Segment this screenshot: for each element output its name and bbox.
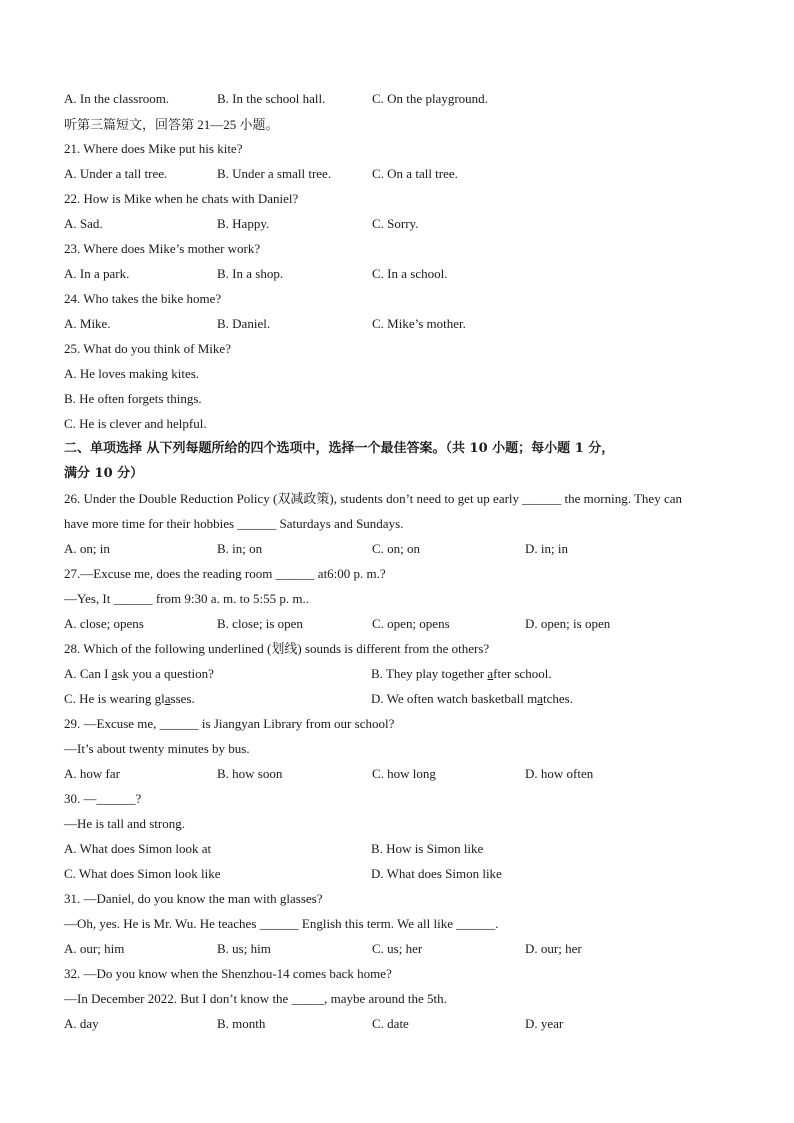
q24-stem: 24. Who takes the bike home?: [64, 291, 222, 306]
q25-option-b: B. He often forgets things.: [64, 391, 202, 406]
option-d-post: tches.: [543, 691, 573, 706]
option-a: A. Sad.: [64, 216, 103, 231]
option-c: C. What does Simon look like: [64, 866, 221, 881]
option-c-post: sses.: [170, 691, 195, 706]
option-a-underlined: a: [111, 666, 118, 681]
q21-stem: 21. Where does Mike put his kite?: [64, 141, 243, 156]
option-a: A. our; him: [64, 941, 125, 956]
option-c: C. date: [372, 1016, 409, 1031]
q26-stem-line1: 26. Under the Double Reduction Policy (双减政策), students don’t need to get up early ______ the morning. They can: [64, 491, 682, 506]
option-b: B. How is Simon like: [371, 841, 484, 856]
option-d: D. What does Simon like: [371, 866, 502, 881]
q29-stem-line1: 29. —Excuse me, ______ is Jiangyan Library from our school?: [64, 716, 395, 731]
option-a: [64, 666, 214, 682]
q28-stem: 28. Which of the following underlined (划线) sounds is different from the others?: [64, 641, 490, 656]
option-b: B. in; on: [217, 541, 263, 556]
q30-stem-line1: 30. —______?: [64, 791, 142, 806]
q25-option-a: A. He loves making kites.: [64, 366, 200, 381]
option-d: D. in; in: [525, 541, 568, 556]
section-intro: 听第三篇短文，回答第 21—25 小题。: [64, 117, 279, 132]
option-c-pre: C. He is wearing gl: [64, 691, 165, 706]
option-a: A. how far: [64, 766, 120, 781]
option-a-pre: A. Can I: [64, 666, 112, 681]
part2-heading-line1: 二、单项选择 从下列每题所给的四个选项中，选择一个最佳答案。（共 10 小题；每小题 1 分，: [64, 441, 615, 456]
q32-stem-line1: 32. —Do you know when the Shenzhou-14 comes back home?: [64, 966, 392, 981]
option-c: [64, 691, 195, 707]
q25-stem: 25. What do you think of Mike?: [64, 341, 231, 356]
option-d: [371, 691, 573, 707]
option-a: A. day: [64, 1016, 99, 1031]
q26-stem-line2: have more time for their hobbies ______ Saturdays and Sundays.: [64, 516, 404, 531]
option-c: C. On the playground.: [372, 91, 488, 106]
q22-stem: 22. How is Mike when he chats with Daniel?: [64, 191, 299, 206]
option-d: D. year: [525, 1016, 564, 1031]
q31-stem-line1: 31. —Daniel, do you know the man with glasses?: [64, 891, 323, 906]
option-c: C. on; on: [372, 541, 421, 556]
option-c: C. On a tall tree.: [372, 166, 458, 181]
option-c: C. In a school.: [372, 266, 448, 281]
option-b-underlined: a: [487, 666, 494, 681]
option-d: D. our; her: [525, 941, 582, 956]
option-a: A. What does Simon look at: [64, 841, 212, 856]
option-c: C. how long: [372, 766, 436, 781]
option-b: [371, 666, 552, 682]
option-b: B. how soon: [217, 766, 283, 781]
option-a: A. In the classroom.: [64, 91, 170, 106]
q32-stem-line2: —In December 2022. But I don’t know the _____, maybe around the 5th.: [64, 991, 447, 1006]
option-d-underlined: a: [537, 691, 544, 706]
option-c: C. Mike’s mother.: [372, 316, 466, 331]
option-b: B. In a shop.: [217, 266, 284, 281]
option-b: B. month: [217, 1016, 266, 1031]
option-b: B. Under a small tree.: [217, 166, 332, 181]
option-b: B. Daniel.: [217, 316, 271, 331]
option-c: C. us; her: [372, 941, 423, 956]
q27-stem-line1: 27.—Excuse me, does the reading room ______ at6:00 p. m.?: [64, 566, 386, 581]
q30-stem-line2: —He is tall and strong.: [64, 816, 185, 831]
option-b: B. close; is open: [217, 616, 303, 631]
option-c-underlined: a: [164, 691, 171, 706]
option-c: C. Sorry.: [372, 216, 419, 231]
option-a: A. Under a tall tree.: [64, 166, 168, 181]
option-a: A. Mike.: [64, 316, 111, 331]
option-b: B. Happy.: [217, 216, 270, 231]
option-b: B. In the school hall.: [217, 91, 326, 106]
q27-stem-line2: —Yes, It ______ from 9:30 a. m. to 5:55 p. m..: [64, 591, 309, 606]
q25-option-c: C. He is clever and helpful.: [64, 416, 207, 431]
option-b-post: fter school.: [493, 666, 552, 681]
option-d: D. how often: [525, 766, 594, 781]
q23-stem: 23. Where does Mike’s mother work?: [64, 241, 261, 256]
option-b: B. us; him: [217, 941, 271, 956]
part2-heading-line2: 满分 10 分）: [64, 466, 144, 481]
option-d-pre: D. We often watch basketball m: [371, 691, 538, 706]
option-a: A. close; opens: [64, 616, 144, 631]
option-c: C. open; opens: [372, 616, 450, 631]
option-d: D. open; is open: [525, 616, 611, 631]
q31-stem-line2: —Oh, yes. He is Mr. Wu. He teaches ______ English this term. We all like ______.: [64, 916, 499, 931]
option-a-post: sk you a question?: [117, 666, 214, 681]
option-a: A. In a park.: [64, 266, 130, 281]
q29-stem-line2: —It’s about twenty minutes by bus.: [64, 741, 250, 756]
option-a: A. on; in: [64, 541, 110, 556]
option-b-pre: B. They play together: [371, 666, 488, 681]
